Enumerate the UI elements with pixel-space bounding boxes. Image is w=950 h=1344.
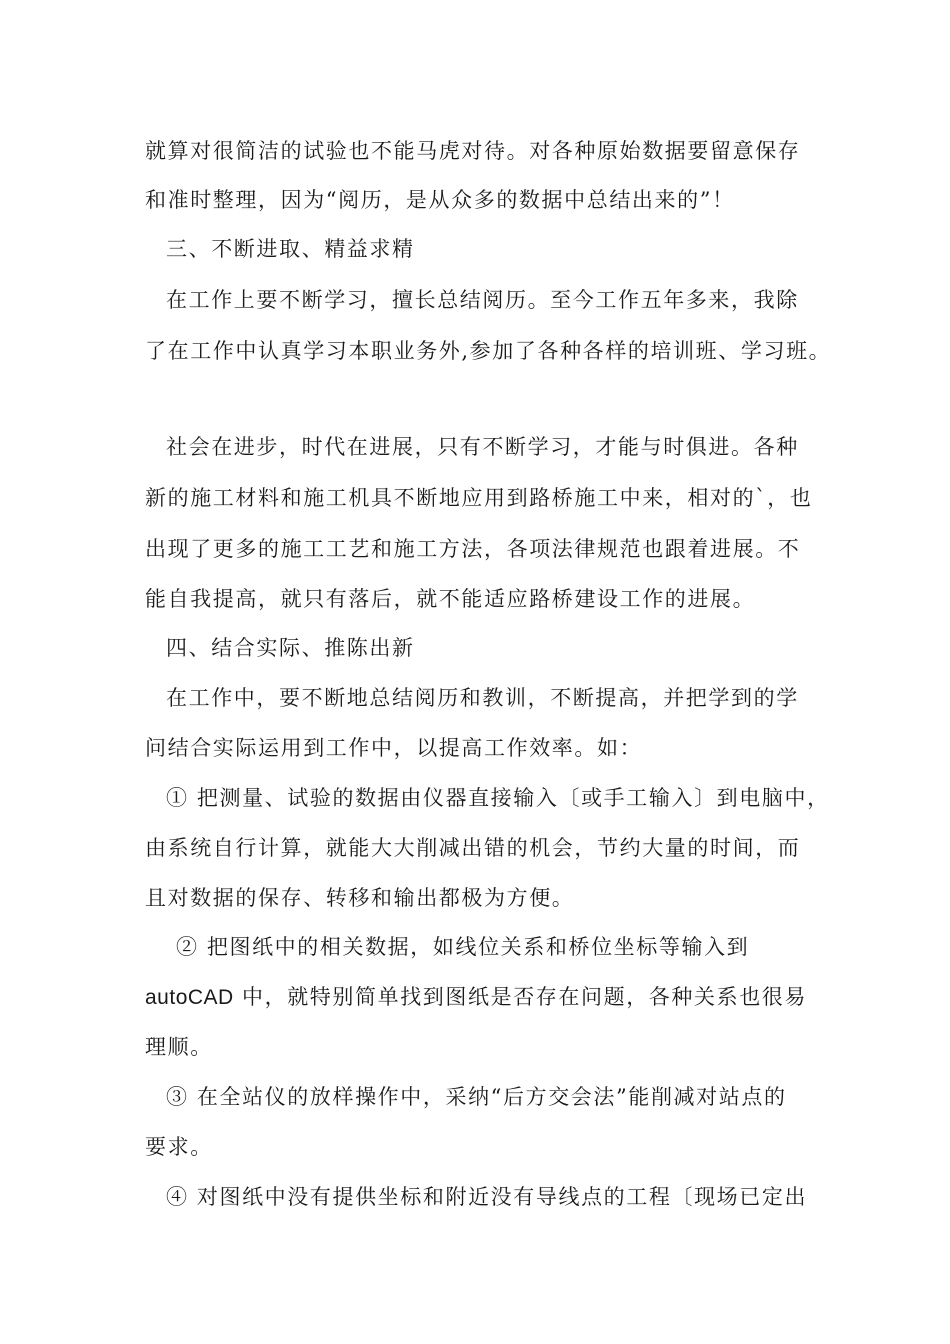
paragraph-line [145,987,807,1008]
latin-term: autoCAD [145,986,234,1009]
paragraph-text: 中，就特别简单找到图纸是否存在问题，各种关系也很易 [233,985,807,1009]
list-item-line: ④ 对图纸中没有提供坐标和附近没有导线点的工程〔现场已定出 [166,1185,808,1209]
paragraph-line: 问结合实际运用到工作中，以提高工作效率。如： [145,736,643,760]
paragraph-line: 能自我提高，就只有落后，就不能适应路桥建设工作的进展。 [145,587,756,611]
paragraph-line: 理顺。 [145,1035,213,1059]
paragraph-line: 出现了更多的施工工艺和施工方法，各项法律规范也跟着进展。不 [145,537,801,561]
paragraph-line: 新的施工材料和施工机具不断地应用到路桥施工中来，相对的`，也 [145,486,813,510]
section-heading: 四、结合实际、推陈出新 [166,636,415,660]
list-item-line: ① 把测量、试验的数据由仪器直接输入〔或手工输入〕到电脑中， [166,786,830,810]
paragraph-line: 且对数据的保存、转移和输出都极为方便。 [145,886,575,910]
list-item-line: ③ 在全站仪的放样操作中，采纳“后方交会法”能削减对站点的 [166,1085,787,1109]
paragraph-line: 了在工作中认真学习本职业务外,参加了各种各样的培训班、学习班。 [145,339,832,363]
paragraph-line: 要求。 [145,1135,213,1159]
paragraph-line: 由系统自行计算，就能大大削减出错的机会，节约大量的时间，而 [145,836,801,860]
paragraph-line: 在工作上要不断学习，擅长总结阅历。至今工作五年多来，我除 [166,288,799,312]
paragraph-line: 就算对很简洁的试验也不能马虎对待。对各种原始数据要留意保存 [145,139,801,163]
section-heading: 三、不断进取、精益求精 [166,237,415,261]
paragraph-line: 和准时整理，因为“阅历，是从众多的数据中总结出来的”！ [145,188,735,212]
list-item-line: ② 把图纸中的相关数据，如线位关系和桥位坐标等输入到 [176,935,750,959]
paragraph-line: 在工作中，要不断地总结阅历和教训，不断提高，并把学到的学 [166,686,799,710]
paragraph-line: 社会在进步，时代在进展，只有不断学习，才能与时俱进。各种 [166,435,799,459]
